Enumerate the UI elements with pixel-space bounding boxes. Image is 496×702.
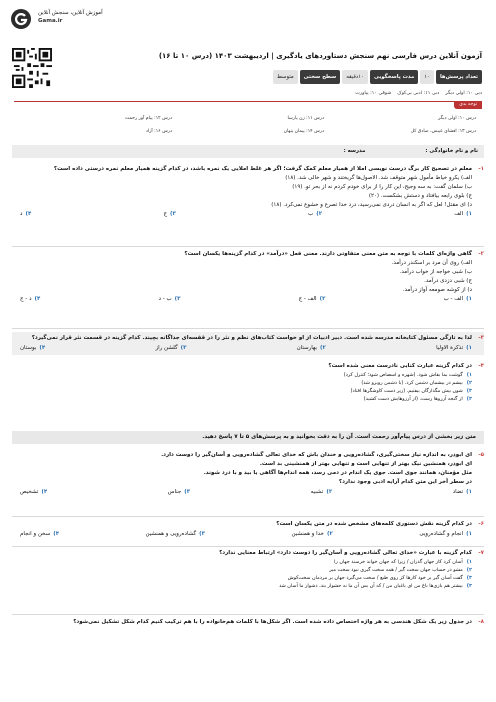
option-4[interactable]: ۴) بیشتر هم بازی‌ها باغ من ای باغبان من / که آن بس آن ما نه حشوار بند، دشوار ما آسان شد [279, 583, 472, 590]
question-stem: در جدول زیر یک شکل هندسی به هر واژه اختصاص داده شده است. اگر شکل‌ها با کلمات هم‌خانواده را با هم ترکیب کنیم کدام شکل تشکیل نمی‌شود؟ [73, 619, 472, 625]
student-info-bar [12, 145, 484, 158]
options-row [12, 296, 484, 303]
site-url[interactable]: Gama.ir [38, 18, 63, 25]
options-row [12, 345, 484, 352]
lesson-item: درس ۱۶: آزاد [145, 128, 172, 134]
question-number: ۴- [478, 363, 484, 369]
question-2 [12, 251, 484, 303]
question-5 [12, 452, 484, 495]
question-7 [12, 550, 484, 589]
school-field[interactable]: مدرسه : [343, 148, 366, 155]
exam-meta [355, 91, 482, 97]
question-stem: کدام گزینه با عبارت «خدای تعالی گشاده‌رویی و آسان‌گیر را دوست دارد» ارتباط معنایی ندارد؟ [219, 550, 472, 556]
page-header [0, 0, 496, 44]
question-8 [12, 619, 484, 626]
options-row [12, 211, 484, 218]
option-1[interactable]: ۱) آسان کرد کار جهان گذران / زیرا که جهان خواند خرسند جهان را [334, 558, 472, 565]
lesson-item: درس ۱۴: پیمان پنهان [283, 128, 324, 134]
options-row [12, 489, 484, 496]
question-line: مثل مؤمنان، همانند جوی است. جوی یک اندام در دمی رسد، همه اندام‌ها آگاهی یا بید و با درد شوند. [203, 469, 472, 476]
question-number: ۲- [478, 251, 484, 257]
option-4[interactable]: ۴) بوستان [20, 344, 46, 351]
question-stem: لذا به تازگی مسئول کتابخانه مدرسه شده است. دبیر ادبیات از او خواست کتاب‌های نظم و نثر را در قفسه‌ای جداگانه بچیند. کدام گزینه در قسمت نثر قرار نمی‌گیرد؟ [31, 335, 472, 341]
question-stem: معلم در تصحیح کار برگ درست نویسی املا از همیار معلم کمک گرفت؛ اگر هر غلط املایی یک نمره باشد، در کدام گزینه همیار معلم نمره درستی داده است؟ [53, 166, 472, 172]
question-line: ب) شبی خواجه از خواب درآمد. [399, 268, 472, 275]
meta-item: دبی ۱۰: اولی دیگر [445, 91, 482, 96]
meta-item: دبی ۱۱: ادبی بی‌کوک [397, 91, 440, 96]
option-2[interactable]: ۲) الف - ج [298, 296, 326, 303]
site-name: آموزش آنلاین، سنجش آنلاین [38, 10, 103, 16]
question-stem: در کدام گزینه نقش دستوری کلمه‌های مشخص شده در متن یکسان است؟ [276, 521, 472, 527]
qr-code-icon [12, 48, 52, 88]
question-line: ب) سلمان گفت: به سه وجیح، این کار را از برای خودم کردم نه از بحر تو. (۱۹) [292, 183, 472, 190]
divider [12, 516, 484, 517]
option-1[interactable]: ۱) تذکرة الاولیا [436, 344, 472, 351]
option-2[interactable]: ۲) بیشم در بیشمان دشمن کرد. (با دشمن روبرو شد) [361, 380, 472, 386]
info-value-count: ۱۰ [420, 70, 434, 84]
question-line: د) از کوشه صومعه آواز درآمد. [402, 286, 472, 293]
question-line: الف) روی آن مرد بر اسکندر درآمد. [391, 259, 472, 266]
option-1[interactable]: ۱) انجام و گشاده‌رویی [419, 530, 472, 537]
gama-logo-icon [10, 8, 32, 30]
question-line: ای ابوذر، همنشین نیک بهتر از تنهایی است و تنهایی بهتر از همنشینی بد است. [259, 460, 472, 467]
option-2[interactable]: ۲) ب [308, 211, 323, 218]
option-4[interactable]: ۴) د [20, 211, 32, 218]
question-number: ۶- [478, 521, 484, 527]
option-3[interactable]: ۳) گشاده‌رویی و همنشین [145, 530, 206, 537]
divider [12, 546, 484, 547]
lesson-item: درس ۱۳: افشای غیبش، صادق کل [410, 128, 476, 134]
exam-title: آزمون آنلاین درس فارسی نهم سنجش دستاوردهای یادگیری | اردیبهشت ۱۴۰۳ (درس ۱۰ تا ۱۶) [158, 52, 482, 60]
divider [12, 246, 484, 247]
options-list [12, 372, 484, 403]
option-1[interactable]: ۱) تضاد [452, 488, 472, 495]
divider [12, 614, 484, 615]
lesson-list [20, 116, 476, 134]
info-value-duration: ۱۰دقیقه [342, 70, 368, 84]
lesson-item: درس ۱۰: اولی دیگر [438, 116, 476, 121]
question-number: ۵- [478, 452, 484, 458]
option-3[interactable]: ۳) گفت آسان گیر بر خود کارها کز روی طبع / سخت می‌گیرد جهان بر مردمان سخت‌کوش [287, 575, 472, 582]
exam-info-bar [273, 70, 482, 84]
info-value-difficulty: متوسط [273, 70, 298, 84]
option-4[interactable]: ۴) تشخیص [20, 488, 48, 495]
passage-instruction: متن زیر بخشی از درس پیام‌آور رحمت است. آن را به دقت بخوانید و به پرسش‌های ۵ تا ۷ پاسخ دهید. [12, 431, 484, 444]
option-4[interactable]: ۴) د - ج [20, 296, 41, 303]
option-4[interactable]: ۴) سخن و انجام [20, 530, 60, 537]
options-list [12, 559, 484, 590]
option-1[interactable]: ۱) گوشت بما بقاش شود. (شهره و اسصاص شود؛ کنترل کرد) [343, 371, 472, 378]
question-number: ۷- [478, 550, 484, 556]
option-2[interactable]: ۲) تشبیه [310, 488, 333, 495]
option-1[interactable]: ۱) الف - ب [443, 296, 472, 303]
divider [12, 328, 484, 329]
option-1[interactable]: ۱) الف [454, 211, 472, 218]
option-2[interactable]: ۲) مشو در حساب جهان سخت گیر / همه سخت گیری نبود سخت میر [329, 567, 472, 573]
options-row [12, 531, 484, 538]
question-number: ۸- [478, 619, 484, 625]
option-3[interactable]: ۳) ب - د [158, 296, 181, 303]
question-4 [12, 363, 484, 402]
option-2[interactable]: ۲) بهارستان [296, 344, 326, 351]
option-3[interactable]: ۳) شون بیش مگذارگان بیفتیم. (زیر دست کاوشگرها افتاد) [350, 388, 472, 395]
student-name-field[interactable]: نام و نام خانوادگی : [425, 148, 478, 155]
option-3[interactable]: ۳) گلشن راز [155, 344, 187, 351]
question-line: د) ای مقتل! لعل که اگر به انسان دردی نمی‌رسید، درد خدا تصرع و خشوع نمی‌کرد. (۱۸) [271, 201, 472, 208]
site-info [38, 9, 103, 26]
question-6 [12, 521, 484, 538]
question-3 [12, 332, 484, 355]
option-2[interactable]: ۲) خدا و همنشین [291, 530, 333, 537]
notice-ribbon [14, 101, 482, 107]
question-line: ج) شبی دزدی درآمد. [424, 277, 472, 284]
question-line: در سطر آخر این متن کدام آرایه ادبی وجود ندارد؟ [338, 478, 472, 485]
notice-tag: توجه بدی [454, 101, 482, 109]
question-stem: گاهی واژه‌ای کلمات با توجه به متن معنی متفاوتی دارند. معنی فعل «درآمد» در کدام گزینه‌ها یکسان است؟ [184, 251, 472, 257]
info-label-difficulty: سطح سختی [300, 70, 341, 84]
lesson-item: درس ۱۱: زن پارسا [287, 116, 324, 121]
meta-item: شوقی ۱۰: پیاورت [355, 91, 392, 96]
lesson-item: درس ۱۲: پیام آور رحمت [124, 116, 172, 121]
option-3[interactable]: ۳) جناس [167, 488, 191, 495]
info-label-duration: مدت پاسخگویی [370, 70, 418, 84]
question-line: ج) بلوی رابعه بیافتاد و دستش بشکست. (۲۰) [368, 192, 472, 199]
question-1 [12, 166, 484, 218]
question-number: ۳- [478, 335, 484, 341]
question-number: ۱- [478, 166, 484, 172]
option-3[interactable]: ۳) ج [163, 211, 176, 218]
question-line: الف) یکرو خیاط مأمول شهر متوقف شد. الاصول‌ها گریختند و شهر خالی شد. (۱۸) [285, 174, 472, 181]
question-stem: در کدام گزینه عبارت کنایی نادرست معنی شده است؟ [328, 363, 472, 369]
option-4[interactable]: ۴) از گنجه آرزوها رست. (از آرزوهایش دست کشید) [363, 396, 472, 403]
question-stem: ای ابوذر، به اندازه نیاز سختی‌گیری، گشاده‌رویی و خندان باش که خدای تعالی گشاده‌رویی و آسان‌گیر را دوست دارد. [161, 452, 472, 458]
info-label-count: تعداد پرسش‌ها [436, 70, 482, 84]
